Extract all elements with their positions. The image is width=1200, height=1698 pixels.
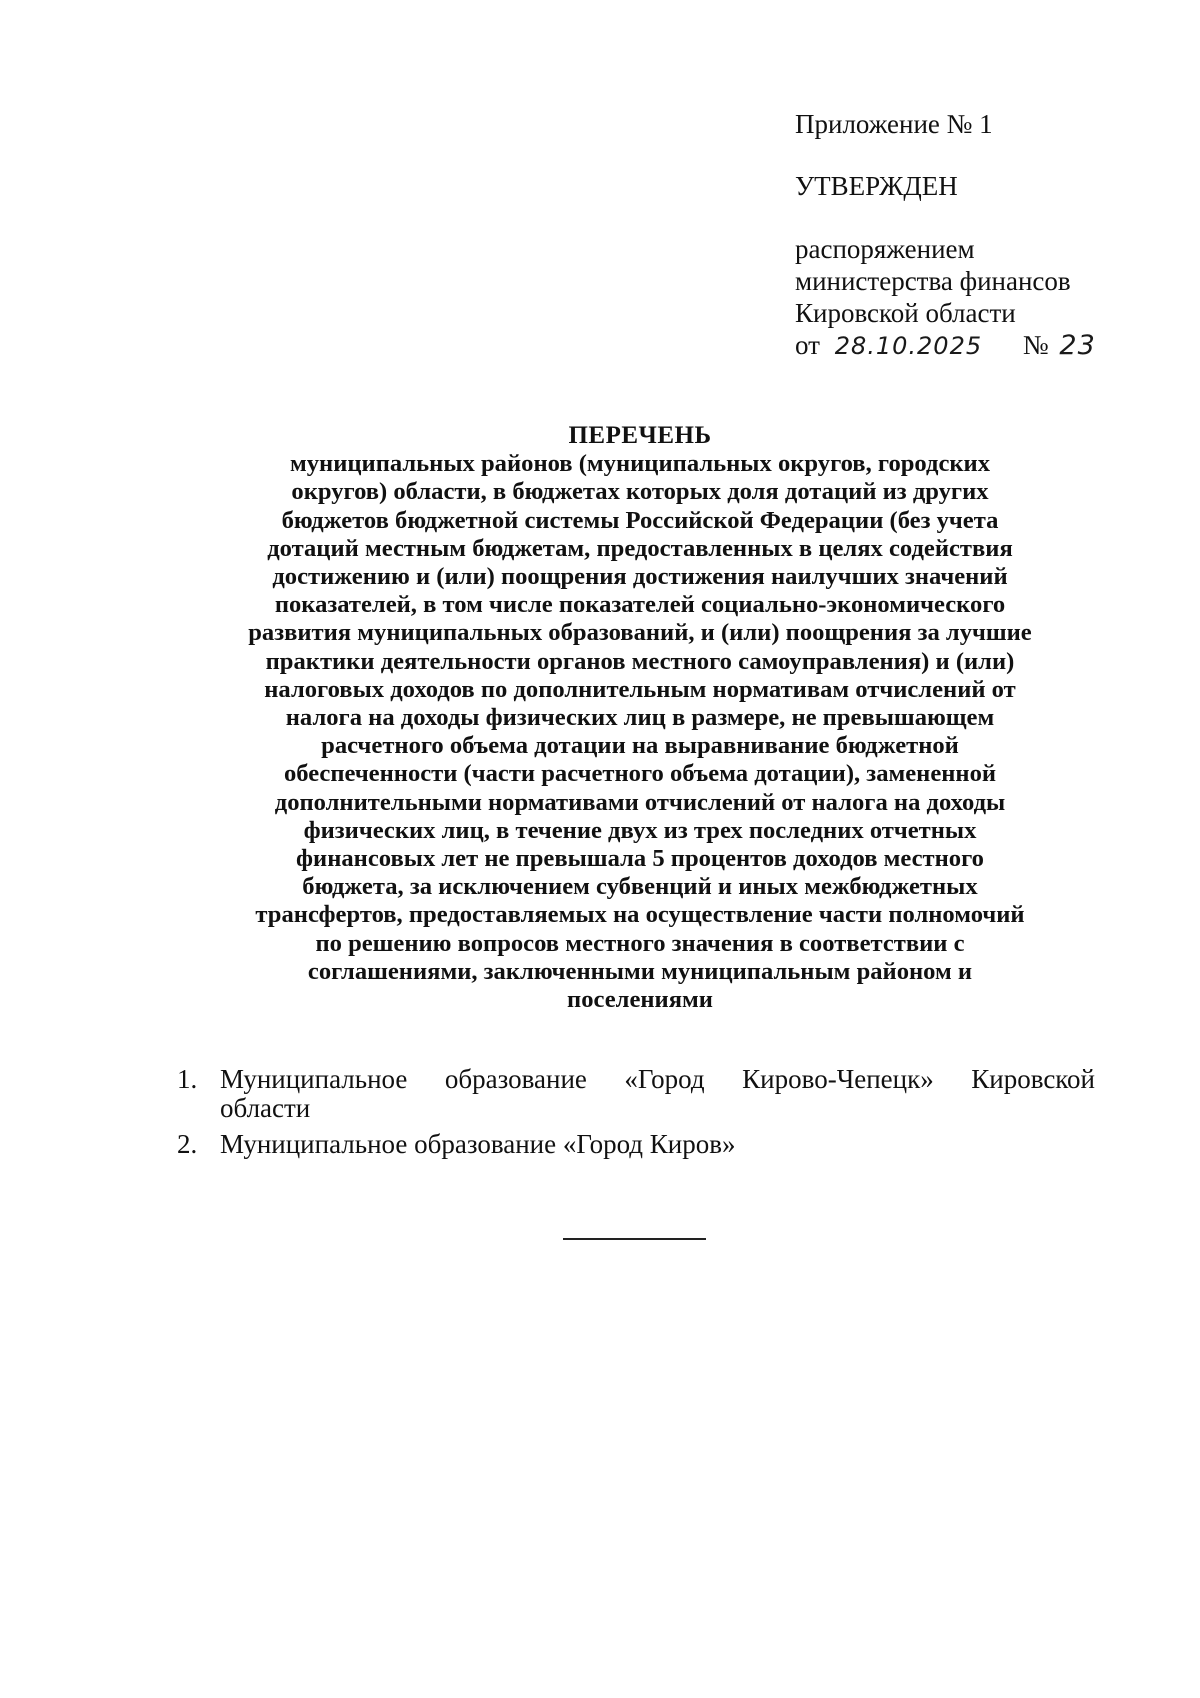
subtitle-line: налога на доходы физических лиц в размере, не превышающем <box>285 704 995 732</box>
subtitle-line: муниципальных районов (муниципальных округов, городских <box>289 450 991 478</box>
approval-header <box>795 108 1175 362</box>
subtitle-line: показателей, в том числе показателей социально-экономического <box>274 591 1006 619</box>
subtitle-line: округов) области, в бюджетах которых доля дотаций из других <box>291 478 989 506</box>
subtitle-line: развития муниципальных образований, и (или) поощрения за лучшие <box>248 619 1032 647</box>
subtitle-line: достижению и (или) поощрения достижения наилучших значений <box>272 563 1008 591</box>
date-prefix: от <box>795 330 820 360</box>
municipality-list <box>170 1065 1095 1166</box>
subtitle-line: обеспеченности (части расчетного объема дотации), замененной <box>283 760 997 788</box>
issuer-line: министерства финансов <box>795 266 1071 296</box>
document-subtitle <box>150 450 1130 1014</box>
subtitle-line: соглашениями, заключенными муниципальным районом и <box>307 957 973 985</box>
annex-label: Приложение № 1 <box>795 109 993 139</box>
subtitle-line: дотаций местным бюджетам, предоставленных в целях содействия <box>267 534 1013 562</box>
subtitle-line: по решению вопросов местного значения в соответствии с <box>315 929 965 957</box>
list-item-text: области <box>220 1093 311 1123</box>
list-item <box>170 1065 1095 1123</box>
subtitle-line: трансфертов, предоставляемых на осуществление части полномочий <box>255 901 1025 929</box>
subtitle-line: поселениями <box>567 986 713 1014</box>
subtitle-line: бюджета, за исключением субвенций и иных межбюджетных <box>302 873 978 901</box>
list-item-text: Муниципальное образование «Город Киров» <box>220 1129 736 1159</box>
subtitle-line: расчетного объема дотации на выравнивание бюджетной <box>321 732 959 760</box>
subtitle-line: физических лиц, в течение двух из трех последних отчетных <box>303 816 977 844</box>
document-heading: ПЕРЕЧЕНЬ <box>568 422 712 449</box>
number-label: № <box>1022 330 1049 360</box>
list-item-text: Муниципальное образование «Город Кирово-Чепецк» Кировской <box>220 1064 1095 1094</box>
issuer-line: Кировской области <box>795 298 1016 328</box>
issuer-line: распоряжением <box>795 234 975 264</box>
end-divider <box>563 1238 706 1240</box>
subtitle-line: бюджетов бюджетной системы Российской Федерации (без учета <box>281 506 999 534</box>
subtitle-line: финансовых лет не превышала 5 процентов доходов местного <box>296 845 984 873</box>
subtitle-line: налоговых доходов по дополнительным нормативам отчислений от <box>264 675 1016 703</box>
list-item-number: 2. <box>177 1129 198 1159</box>
date-number-line <box>795 329 1175 362</box>
document-title-block <box>150 422 1130 1014</box>
approved-label: УТВЕРЖДЕН <box>795 171 958 201</box>
handwritten-number: 23 <box>1059 330 1096 361</box>
list-item-number: 1. <box>177 1064 198 1094</box>
list-item <box>170 1130 1095 1159</box>
subtitle-line: практики деятельности органов местного самоуправления) и (или) <box>265 647 1015 675</box>
handwritten-date: 28.10.2025 <box>834 332 983 360</box>
subtitle-line: дополнительными нормативами отчислений от налога на доходы <box>274 788 1006 816</box>
